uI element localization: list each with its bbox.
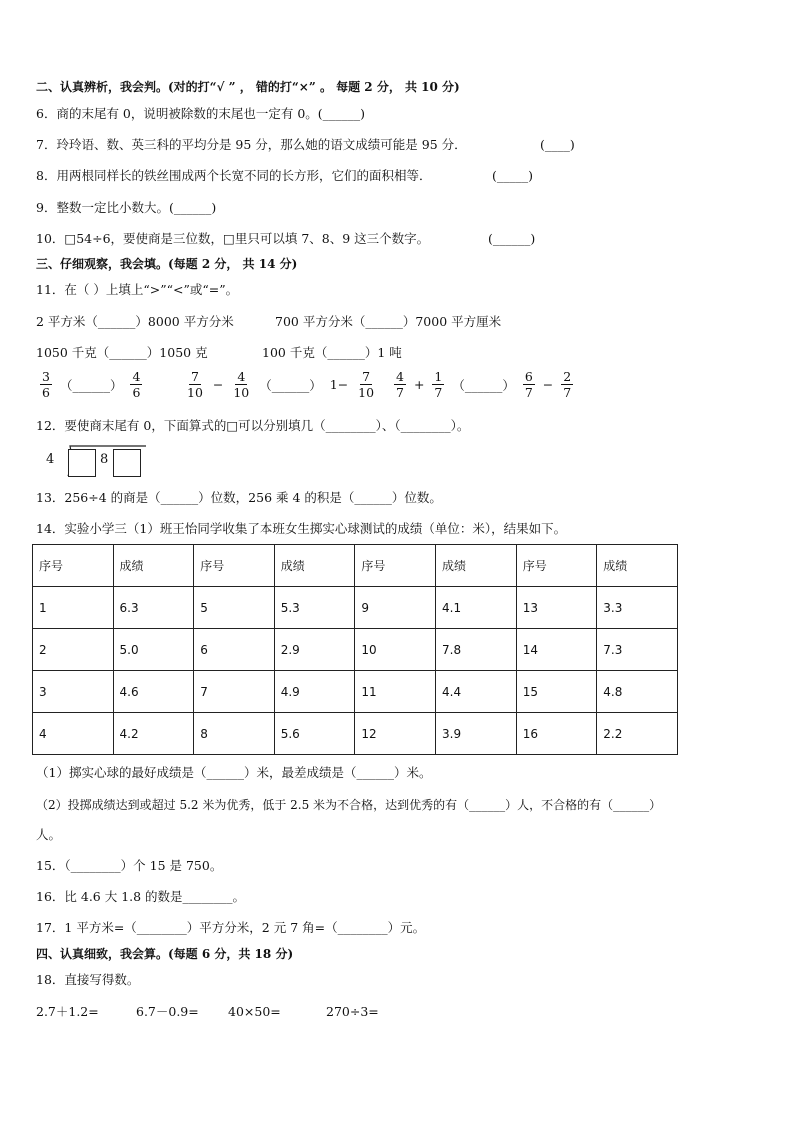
question-8: 8．用两根同样长的铁丝围成两个长宽不同的长方形，它们的面积相等．: [36, 168, 432, 183]
table-cell: 7.8: [436, 629, 517, 671]
calc-item-4: 270÷3=: [326, 1004, 379, 1019]
table-cell: 6: [194, 629, 275, 671]
digit-box-2: [113, 449, 141, 477]
table-cell: 4.8: [597, 671, 678, 713]
table-cell: 1: [33, 587, 114, 629]
fraction: $\frac{4}{10}$: [233, 369, 250, 400]
question-11-fraction-compare-3: $\frac{4}{7}$ + $\frac{1}{7}$ （______） $\frac{6}{7}$ − $\frac{2}{7}$: [396, 369, 572, 400]
fraction: $\frac{2}{7}$: [563, 369, 572, 400]
question-11-fraction-compare-1: $\frac{3}{6}$ （______） $\frac{4}{6}$: [42, 369, 141, 400]
question-10: 10．□54÷6，要使商是三位数，□里只可以填 7、8、9 这三个数字。: [36, 231, 430, 246]
question-14: 14．实验小学三（1）班王怡同学收集了本班女生掷实心球测试的成绩（单位：米），结果如下。: [36, 521, 567, 536]
table-row: [33, 713, 678, 755]
question-13: 13．256÷4 的商是（______）位数，256 乘 4 的积是（______）位数。: [36, 490, 442, 505]
question-11-row2-b: 100 千克（______）1 吨: [262, 345, 402, 360]
fraction: $\frac{1}{7}$: [434, 369, 443, 400]
divisor: 4: [46, 452, 55, 467]
table-header-cell: 成绩: [436, 545, 517, 587]
long-division-figure: [46, 442, 156, 478]
section-3-title: 三、仔细观察，我会填。(每题 2 分， 共 14 分): [36, 257, 298, 271]
question-8-blank: (_____): [492, 168, 534, 183]
table-cell: 9: [355, 587, 436, 629]
table-cell: 5.0: [113, 629, 194, 671]
question-6: 6．商的末尾有 0，说明被除数的末尾也一定有 0。(______): [36, 106, 366, 121]
question-15: 15．（________）个 15 是 750。: [36, 858, 223, 873]
question-12: 12．要使商末尾有 0，下面算式的□可以分别填几（________）、（________）。: [36, 418, 470, 433]
table-cell: 4.9: [274, 671, 355, 713]
table-cell: 10: [355, 629, 436, 671]
table-cell: 11: [355, 671, 436, 713]
fraction: $\frac{6}{7}$: [524, 369, 533, 400]
table-cell: 4.1: [436, 587, 517, 629]
question-7: 7．玲玲语、数、英三科的平均分是 95 分，那么她的语文成绩可能是 95 分．: [36, 137, 467, 152]
table-cell: 7: [194, 671, 275, 713]
question-16: 16．比 4.6 大 1.8 的数是________。: [36, 889, 246, 904]
table-cell: 2.2: [597, 713, 678, 755]
table-cell: 2: [33, 629, 114, 671]
calc-item-3: 40×50=: [228, 1004, 281, 1019]
table-cell: 4.4: [436, 671, 517, 713]
question-14-sub1: （1）掷实心球的最好成绩是（______）米，最差成绩是（______）米。: [36, 765, 432, 780]
digit-box-1: [68, 449, 96, 477]
table-cell: 16: [516, 713, 597, 755]
fraction: $\frac{4}{6}$: [132, 369, 141, 400]
section-4-title: 四、认真细致，我会算。(每题 6 分，共 18 分): [36, 947, 294, 961]
table-cell: 2.9: [274, 629, 355, 671]
table-cell: 8: [194, 713, 275, 755]
table-header-cell: 序号: [33, 545, 114, 587]
table-cell: 4.2: [113, 713, 194, 755]
table-cell: 12: [355, 713, 436, 755]
question-14-sub2-cont: 人。: [36, 827, 62, 842]
fraction: $\frac{3}{6}$: [42, 369, 50, 400]
table-cell: 3: [33, 671, 114, 713]
section-2-title: 二、认真辨析，我会判。(对的打“√ ” ， 错的打“×” 。 每题 2 分， 共 10 分): [36, 80, 460, 94]
dividend-digit: 8: [100, 452, 109, 467]
calc-item-1: 2.7＋1.2=: [36, 1004, 99, 1019]
question-17: 17．1 平方米=（________）平方分米，2 元 7 角=（________）元。: [36, 920, 426, 935]
question-11-fraction-compare-2: $\frac{7}{10}$ − $\frac{4}{10}$ （______） 1− $\frac{7}{10}$: [187, 369, 375, 400]
table-cell: 7.3: [597, 629, 678, 671]
table-header-row: [33, 545, 678, 587]
question-11-row1-b: 700 平方分米（______）7000 平方厘米: [275, 314, 502, 329]
score-table: [32, 544, 678, 755]
question-14-sub2: （2）投掷成绩达到或超过 5.2 米为优秀，低于 2.5 米为不合格，达到优秀的有（______）人，不合格的有（______）: [36, 798, 662, 812]
table-cell: 4.6: [113, 671, 194, 713]
table-row: [33, 587, 678, 629]
question-11: 11．在（ ）上填上“>”“<”或“=”。: [36, 282, 239, 297]
fraction: $\frac{7}{10}$: [358, 369, 375, 400]
fraction: $\frac{4}{7}$: [396, 369, 404, 400]
table-cell: 14: [516, 629, 597, 671]
table-cell: 5.6: [274, 713, 355, 755]
table-header-cell: 序号: [516, 545, 597, 587]
fraction: $\frac{7}{10}$: [187, 369, 203, 400]
table-cell: 3.9: [436, 713, 517, 755]
table-cell: 5: [194, 587, 275, 629]
table-row: [33, 629, 678, 671]
table-cell: 5.3: [274, 587, 355, 629]
calc-item-2: 6.7－0.9=: [136, 1004, 199, 1019]
question-10-blank: (______): [488, 231, 536, 246]
table-cell: 13: [516, 587, 597, 629]
table-header-cell: 成绩: [113, 545, 194, 587]
table-header-cell: 序号: [355, 545, 436, 587]
question-11-row1-a: 2 平方米（______）8000 平方分米: [36, 314, 234, 329]
table-row: [33, 671, 678, 713]
question-11-row2-a: 1050 千克（______）1050 克: [36, 345, 208, 360]
table-header-cell: 成绩: [597, 545, 678, 587]
table-cell: 3.3: [597, 587, 678, 629]
question-9: 9．整数一定比小数大。(______): [36, 200, 217, 215]
question-18: 18．直接写得数。: [36, 972, 140, 987]
table-cell: 4: [33, 713, 114, 755]
question-7-blank: (____): [540, 137, 575, 152]
table-cell: 6.3: [113, 587, 194, 629]
table-header-cell: 成绩: [274, 545, 355, 587]
table-header-cell: 序号: [194, 545, 275, 587]
table-cell: 15: [516, 671, 597, 713]
